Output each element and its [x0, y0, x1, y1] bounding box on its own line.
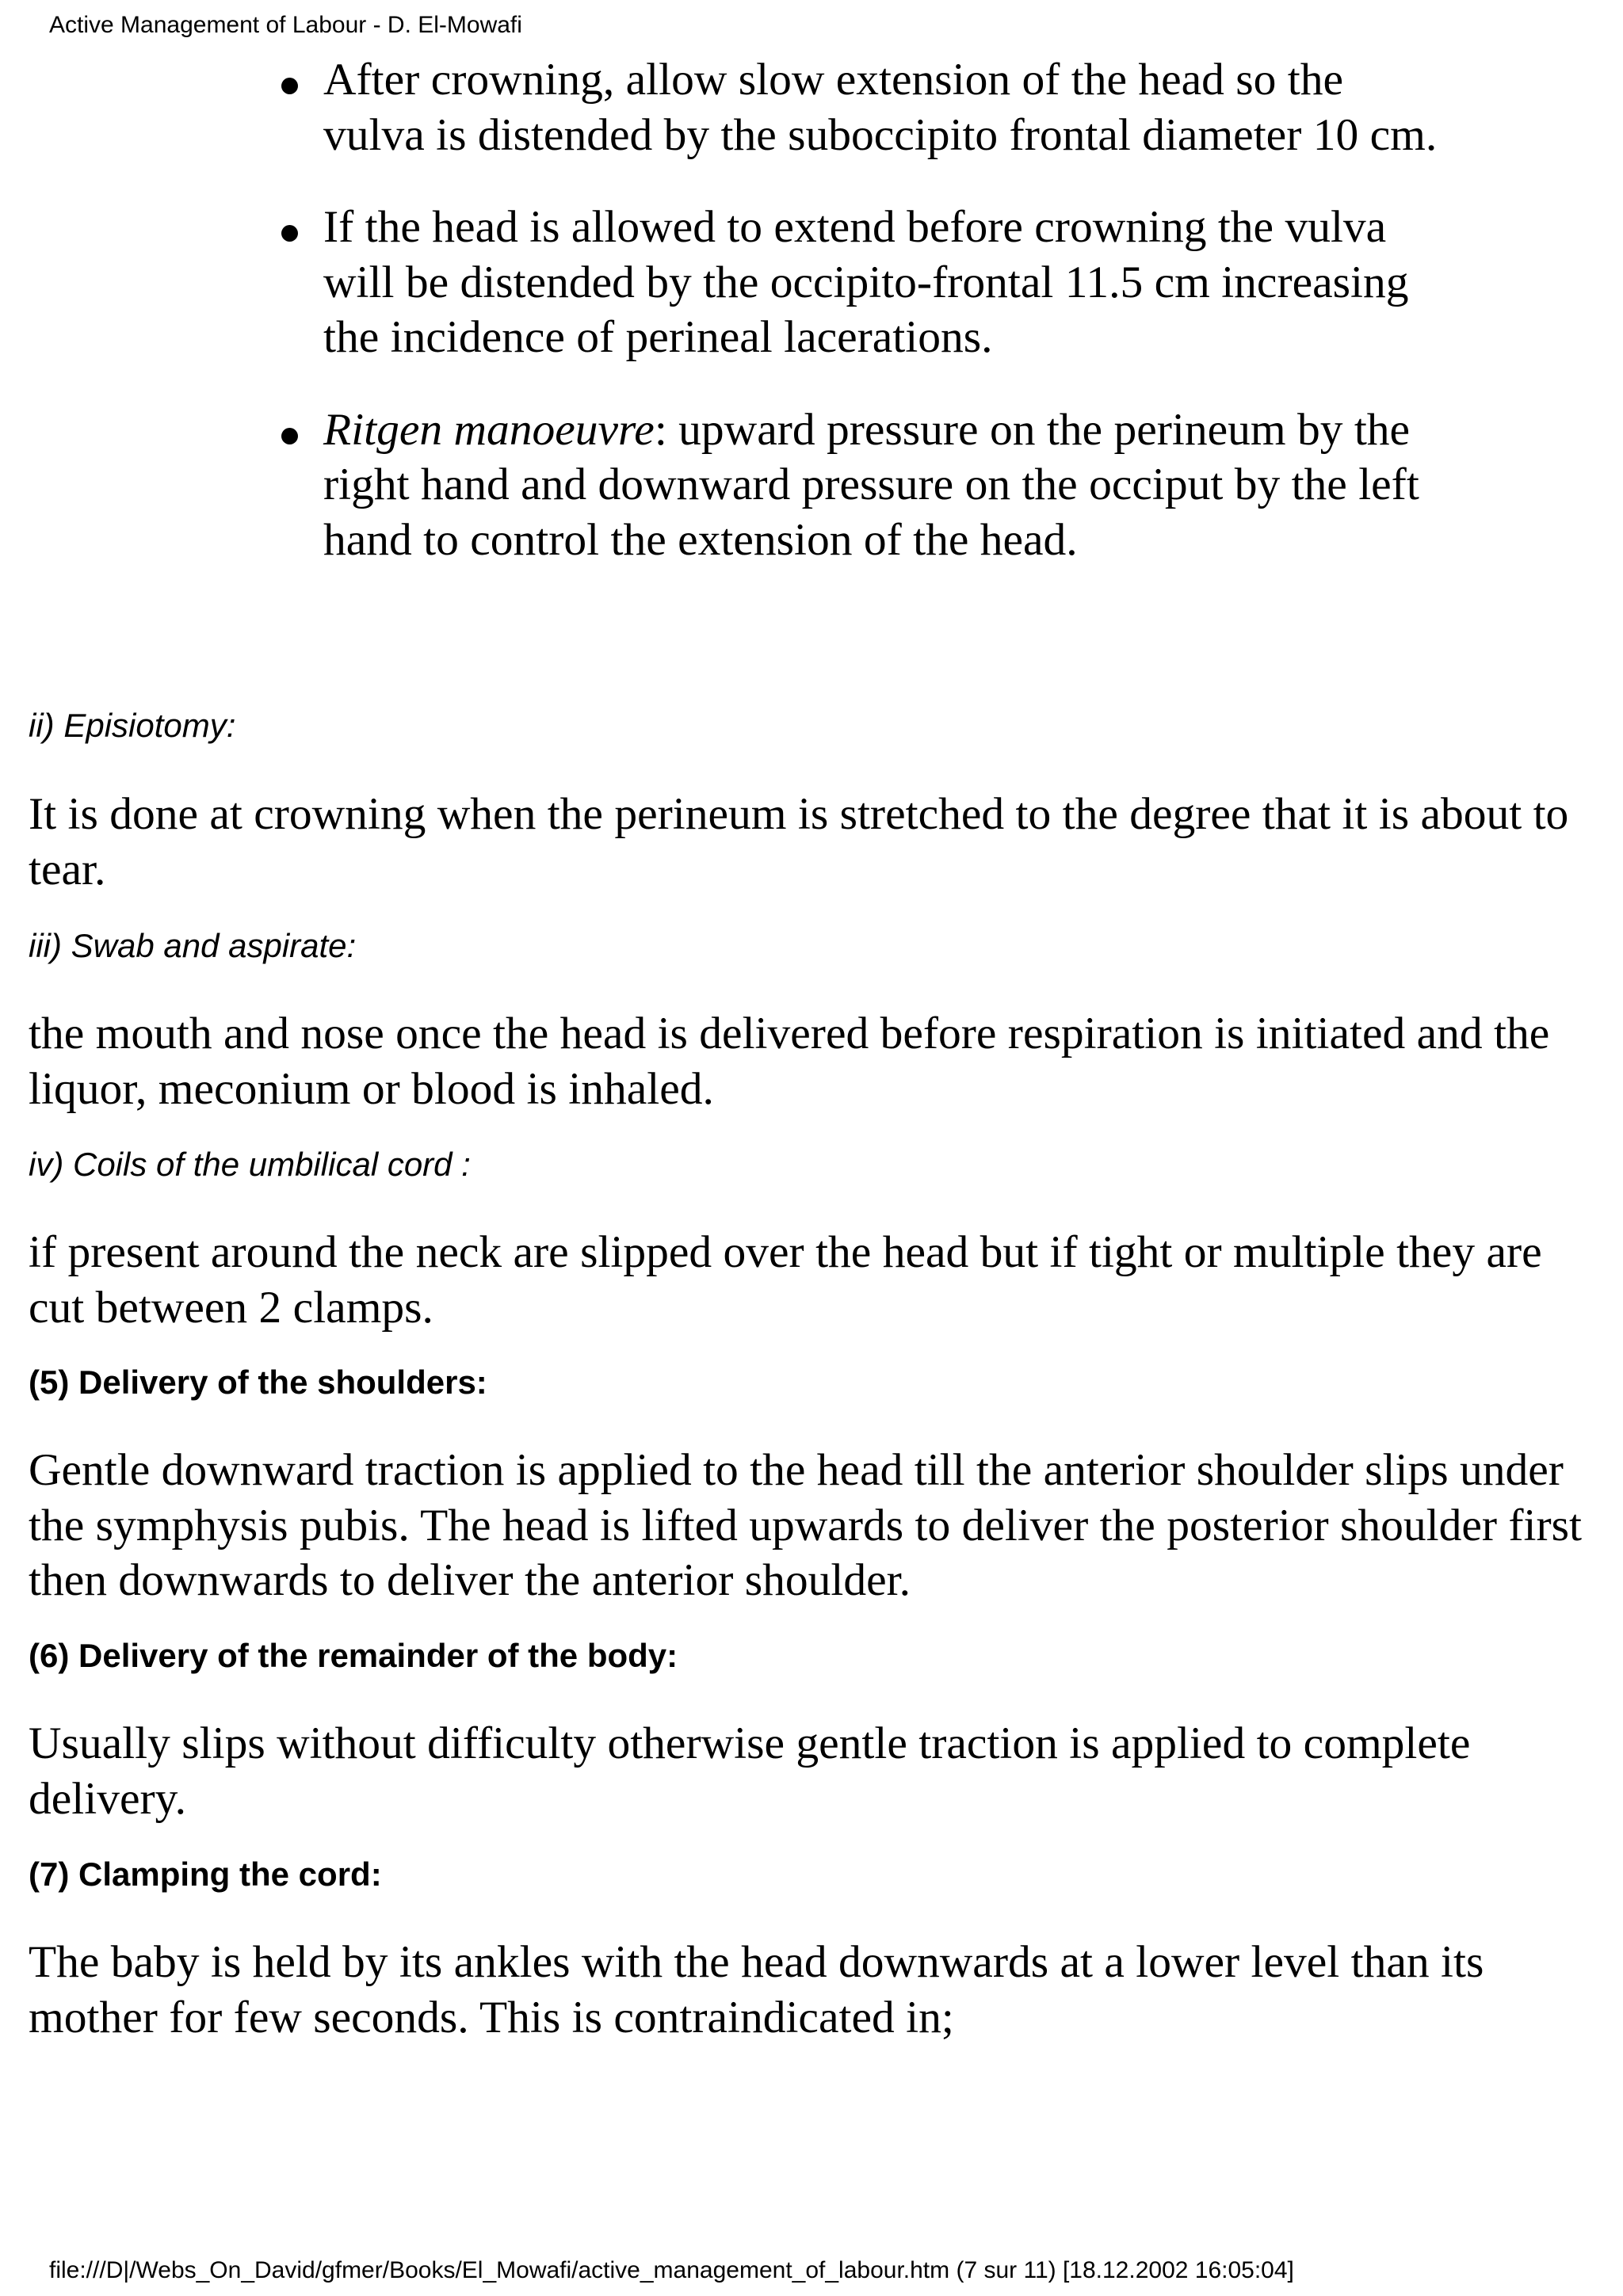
- section-text-remainder: Usually slips without difficulty otherwise gentle traction is applied to complete delivery.: [29, 1718, 1471, 1824]
- page-footer-url: file:///D|/Webs_On_David/gfmer/Books/El_Mowafi/active_management_of_labour.htm (7 sur 11) [18.12.2002 16:05:04]: [49, 2257, 1294, 2283]
- bullet-text-rest: : upward pressure on the perineum by the right hand and downward pressure on the occiput by the left hand to control the extension of the head.: [323, 404, 1419, 565]
- section-label-episiotomy: ii) Episiotomy:: [29, 707, 236, 744]
- section-text-shoulders: Gentle downward traction is applied to the head till the anterior shoulder slips under the symphysis pubis. The head is lifted upwards to deliver the posterior shoulder first then downwards to deliver the anterior shoulder.: [29, 1445, 1582, 1605]
- section-text-clamping: The baby is held by its ankles with the head downwards at a lower level than its mother for few seconds. This is contraindicated in;: [29, 1937, 1484, 2042]
- section-text-coils: if present around the neck are slipped over the head but if tight or multiple they are cut between 2 clamps.: [29, 1227, 1542, 1333]
- bullet-emphasis: Ritgen manoeuvre: [323, 404, 655, 455]
- bullet-dot-icon: [281, 225, 298, 242]
- section-label-shoulders: (5) Delivery of the shoulders:: [29, 1363, 487, 1401]
- bullet-item: [281, 402, 1454, 568]
- section-text-swab: the mouth and nose once the head is delivered before respiration is initiated and the liquor, meconium or blood is inhaled.: [29, 1009, 1550, 1114]
- section-text-episiotomy: It is done at crowning when the perineum is stretched to the degree that it is about to tear.: [29, 789, 1569, 894]
- bullet-text: [323, 402, 1454, 568]
- section-label-swab: iii) Swab and aspirate:: [29, 927, 357, 964]
- section-label-clamping: (7) Clamping the cord:: [29, 1855, 382, 1893]
- section-label-coils: iv) Coils of the umbilical cord :: [29, 1146, 471, 1183]
- bullet-text: After crowning, allow slow extension of the head so the vulva is distended by the suboccipito frontal diameter 10 cm.: [323, 55, 1438, 160]
- section-label-remainder: (6) Delivery of the remainder of the body:: [29, 1637, 678, 1674]
- bullet-dot-icon: [281, 78, 298, 94]
- bullet-dot-icon: [281, 428, 298, 444]
- bullet-item: [281, 52, 1454, 162]
- page-header-title: Active Management of Labour - D. El-Mowafi: [49, 12, 522, 38]
- bullet-item: [281, 200, 1454, 365]
- bullet-text: If the head is allowed to extend before crowning the vulva will be distended by the occipito-frontal 11.5 cm increasing the incidence of perineal lacerations.: [323, 202, 1409, 362]
- bullet-list: [281, 52, 1454, 567]
